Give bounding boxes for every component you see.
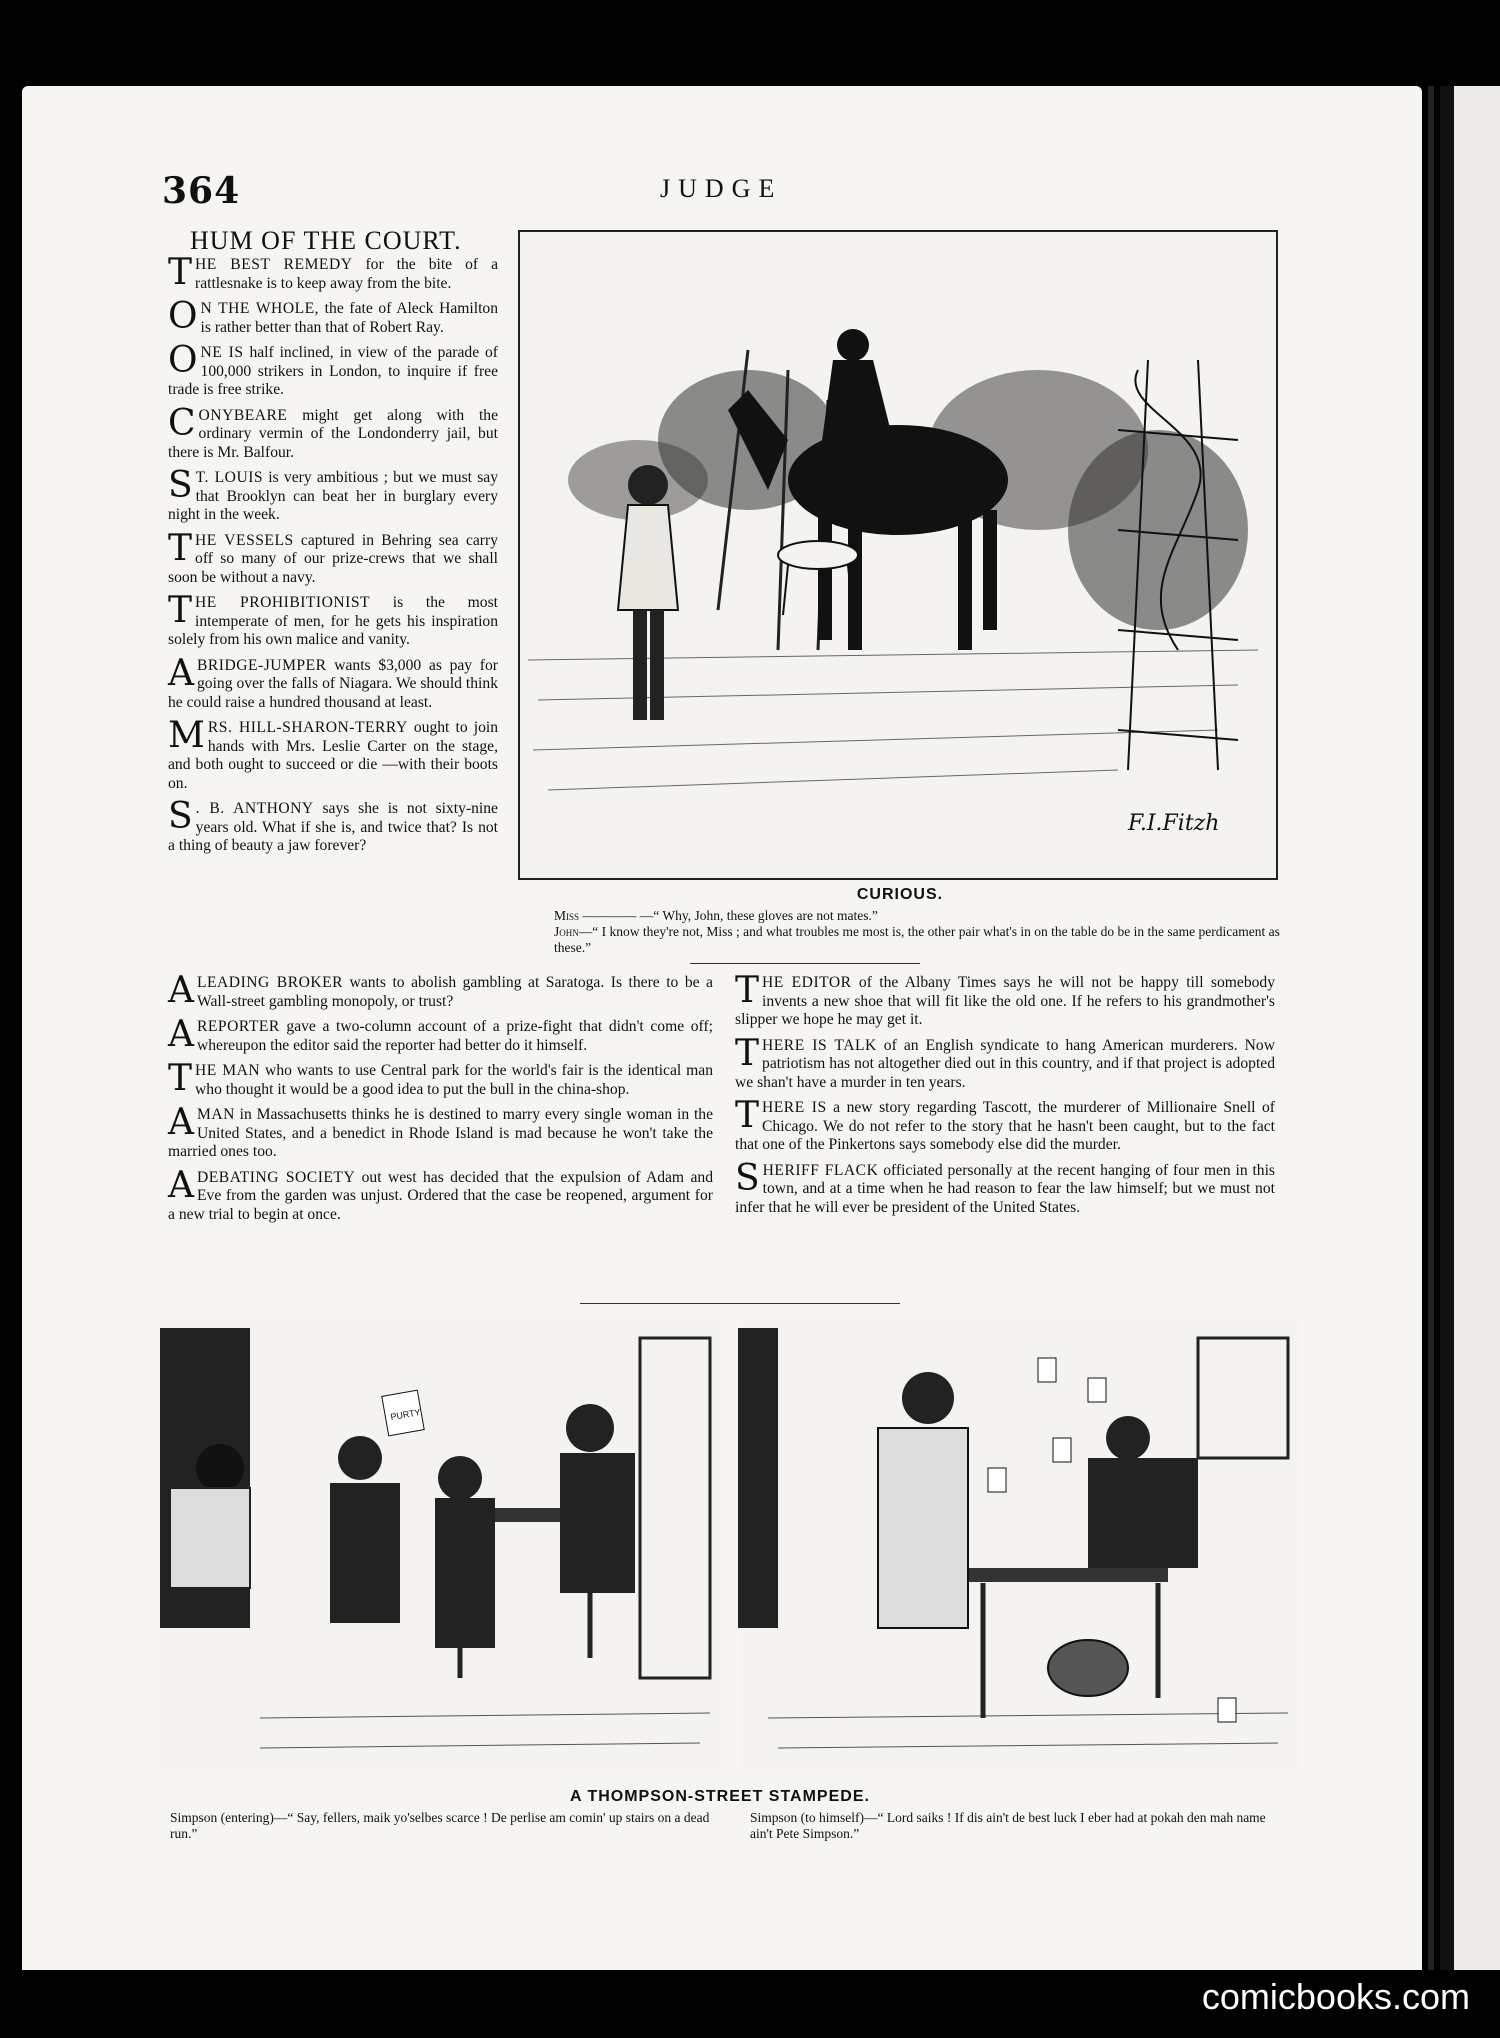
comic-panel-right (738, 1318, 1298, 1768)
dialog-line (520, 908, 1280, 924)
news-item (168, 252, 498, 293)
drop-cap: S (735, 1157, 760, 1199)
news-item (168, 796, 498, 856)
adjacent-page-edge (1440, 86, 1500, 1970)
item-text: in Massachusetts thinks he is destined to marry every single woman in the United States, and a benedict in Rhode Island is mad because he won't take the married ones too. (168, 1106, 713, 1160)
drop-cap: A (168, 1164, 194, 1206)
news-item (168, 715, 498, 793)
drop-cap: A (168, 1102, 194, 1143)
drop-cap: T (168, 590, 193, 631)
book-spine (1428, 86, 1434, 1970)
news-item (168, 652, 498, 713)
news-item (735, 1095, 1276, 1155)
item-text: wants $3,000 as pay for going over the falls of Niagara. We should think he could raise a hundred thousand at least. (168, 656, 498, 711)
item-text: who wants to use Central park for the world's fair is the identical man who thought it would be a good idea to put the bull in the china-shop. (195, 1062, 714, 1098)
item-lead: HERE IS TALK (762, 1036, 877, 1054)
news-item (168, 1164, 713, 1225)
drop-cap: T (735, 1032, 760, 1074)
item-lead: HE PROHIBITIONIST (195, 594, 371, 611)
drop-cap: S (168, 796, 193, 837)
item-lead: HE BEST REMEDY (195, 256, 353, 273)
news-item (168, 1014, 713, 1055)
item-lead: T. LOUIS (195, 469, 264, 486)
item-text: is the most intemperate of men, for he gets his inspiration solely from his own malice and vanity. (168, 594, 498, 648)
news-item (168, 402, 498, 463)
item-text: of the Albany Times says he will not be happy till somebody invents a new shoe that will fit like the old one. If he refers to his grandmother's slipper we hope he may get it. (735, 974, 1276, 1028)
card-game-drawing-left (160, 1318, 720, 1768)
item-text: half inclined, in view of the parade of 100,000 strikers in London, to inquire if free trade is free strike. (168, 344, 498, 398)
news-item (168, 296, 498, 337)
dialog-rule (690, 963, 920, 964)
drop-cap: O (168, 296, 198, 337)
speaker-line: ———— —“ Why, John, these gloves are not mates.” (579, 908, 878, 923)
drop-cap: T (168, 527, 193, 569)
item-text: ought to join hands with Mrs. Leslie Carter on the stage, and both ought to succeed or die —with their boots on. (168, 719, 498, 792)
drop-cap: O (168, 340, 198, 381)
wall-sign: PURTY (389, 1407, 422, 1423)
news-item (168, 465, 499, 525)
column-title: HUM OF THE COURT. (190, 226, 462, 255)
news-item (168, 1102, 713, 1162)
item-text: a new story regarding Tascott, the murderer of Millionaire Snell of Chicago. We do not refer to the story that he hasn't been caught, but to the fact that one of the Pinkertons says somebody else did the murder. (735, 1099, 1276, 1153)
item-text: out west has decided that the expulsion of Adam and Eve from the garden was unjust. Ordered that the case be reopened, argument for a new trial to begin at once. (168, 1168, 713, 1223)
drop-cap: A (168, 1014, 194, 1055)
bottom-left-column (168, 970, 714, 1231)
drop-cap: M (168, 715, 205, 756)
drop-cap: C (168, 402, 196, 444)
drop-cap: T (168, 252, 193, 293)
item-text: is very ambitious ; but we must say that Brooklyn can beat her in burglary every night in the week. (168, 469, 499, 523)
card-game-drawing-right (738, 1318, 1298, 1768)
item-lead: RS. HILL-SHARON-TERRY (207, 719, 408, 736)
news-item (168, 340, 498, 400)
illustration-caption: CURIOUS. (856, 886, 944, 903)
item-text: the fate of Aleck Hamilton is rather better than that of Robert Ray. (200, 300, 498, 336)
item-lead: NE IS (200, 344, 244, 361)
comic-dialog-left: Simpson (entering)—“ Say, fellers, maik yo'selbes scarce ! De perlise am comin' up stairs on a dead run.” (170, 1810, 710, 1841)
speaker-line: —“ I know they're not, Miss ; and what troubles me most is, the other pair what's in on the table do be in the same perdicament as these.” (554, 924, 1280, 955)
news-item (735, 970, 1276, 1030)
item-lead: HE MAN (195, 1062, 261, 1079)
comic-dialog-right: Simpson (to himself)—“ Lord saiks ! If dis ain't de best luck I eber had at pokah den mah name ain't Pete Simpson.” (750, 1810, 1266, 1841)
illustration-frame (518, 230, 1278, 880)
news-item (168, 590, 498, 650)
bottom-right-column (735, 970, 1276, 1224)
page-number: 364 (162, 170, 241, 212)
item-lead: MAN (197, 1106, 235, 1123)
item-lead: N THE WHOLE, (200, 300, 320, 317)
drop-cap: T (735, 1095, 760, 1136)
news-item (168, 527, 498, 588)
news-item (735, 1032, 1275, 1093)
speaker-name: John (554, 924, 579, 939)
drop-cap: T (735, 970, 760, 1011)
item-lead: ONYBEARE (198, 406, 288, 424)
item-lead: DEBATING SOCIETY (197, 1168, 356, 1186)
news-item (168, 1058, 714, 1099)
item-lead: HERIFF FLACK (762, 1161, 879, 1179)
comic-caption: A THOMPSON-STREET STAMPEDE. (570, 1788, 870, 1805)
news-item (168, 970, 713, 1011)
drop-cap: A (168, 652, 194, 694)
item-lead: REPORTER (197, 1018, 280, 1035)
drop-cap: T (168, 1058, 193, 1099)
item-text: officiated personally at the recent hanging of four men in this town, and at a time when he had reason to fear the law himself; but we must not infer that he will ever be president of the United States. (735, 1161, 1276, 1216)
item-lead: HE EDITOR (762, 974, 852, 991)
item-text: captured in Behring sea carry off so many of our prize-crews that we shall soon be without a navy. (168, 531, 498, 586)
item-lead: LEADING BROKER (197, 974, 344, 991)
drop-cap: A (168, 970, 194, 1011)
left-column (168, 252, 499, 863)
item-text: for the bite of a rattlesnake is to keep away from the bite. (195, 256, 498, 292)
artist-signature: F.I.Fitzh (1128, 811, 1220, 836)
item-text: gave a two-column account of a prize-fight that didn't come off; whereupon the editor said the reporter had better do it himself. (197, 1018, 713, 1054)
watermark: comicbooks.com (1201, 1976, 1470, 2017)
comic-panel-left (160, 1318, 720, 1768)
drop-cap: S (168, 465, 193, 506)
illustration-dialog (520, 908, 1280, 956)
item-text: of an English syndicate to hang American murderers. Now patriotism has not altogether died out in this country, and if that project is adopted we shan't have a murder in ten years. (735, 1036, 1275, 1091)
item-lead: HERE IS (762, 1099, 827, 1116)
section-divider (580, 1303, 900, 1304)
news-item (735, 1157, 1276, 1218)
item-lead: . B. ANTHONY (195, 800, 314, 817)
curious-illustration (518, 230, 1278, 880)
item-text: wants to abolish gambling at Saratoga. Is there to be a Wall-street gambling monopoly, or trust? (197, 974, 713, 1010)
item-lead: HE VESSELS (195, 531, 294, 549)
item-lead: BRIDGE-JUMPER (197, 656, 327, 674)
item-text: says she is not sixty-nine years old. What if she is, and twice that? Is not a thing of beauty a jaw forever? (168, 800, 498, 854)
speaker-name: Miss (554, 908, 580, 923)
dialog-line (520, 924, 1280, 956)
running-head: JUDGE (660, 174, 783, 203)
item-text: might get along with the ordinary vermin of the Londonderry jail, but there is Mr. Balfour. (168, 406, 498, 461)
